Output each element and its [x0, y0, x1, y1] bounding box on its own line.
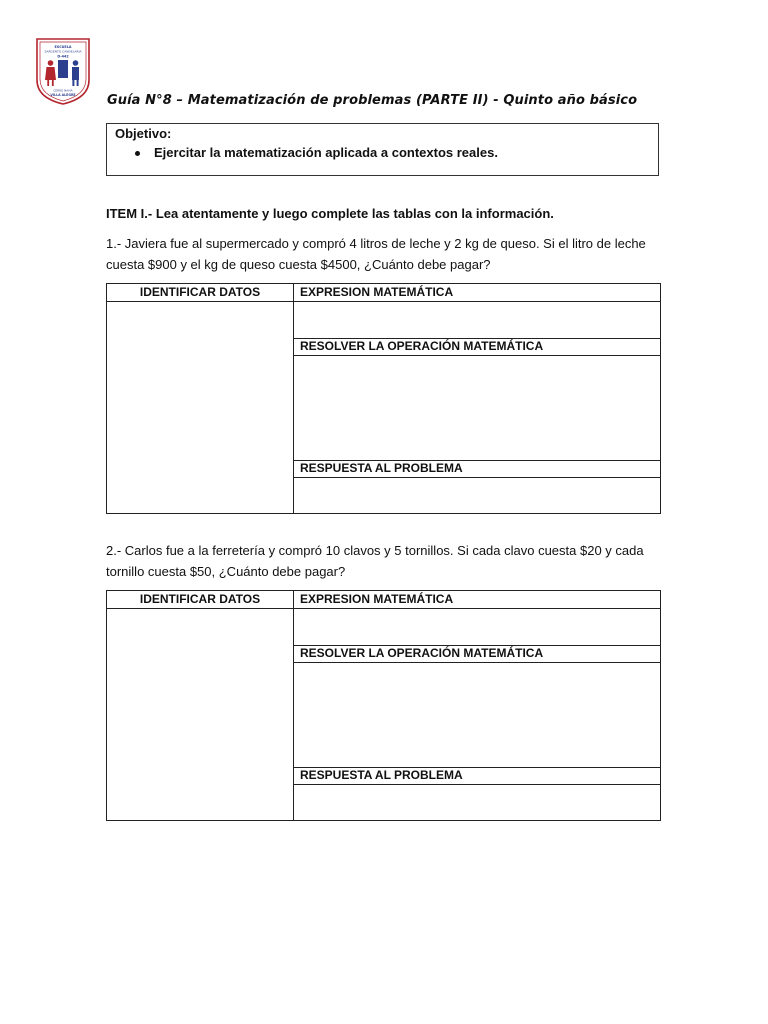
identify-data-cell[interactable] — [107, 609, 293, 820]
problem-2-line-2: tornillo cuesta $50, ¿Cuánto debe pagar? — [106, 564, 346, 579]
crest-text-1: ESCUELA — [54, 45, 72, 49]
identify-data-column — [107, 284, 294, 513]
crest-text-2: SARGENTO CANDELARIA — [44, 49, 82, 54]
answer-header: RESPUESTA AL PROBLEMA — [294, 767, 660, 785]
problem-1-line-2: cuesta $900 y el kg de queso cuesta $4500, ¿Cuánto debe pagar? — [106, 257, 491, 272]
answer-cell[interactable] — [294, 785, 660, 820]
identify-data-cell[interactable] — [107, 302, 293, 513]
solve-header: RESOLVER LA OPERACIÓN MATEMÁTICA — [294, 338, 660, 356]
identify-data-header: IDENTIFICAR DATOS — [107, 284, 293, 302]
problem-2-statement — [106, 540, 666, 582]
identify-data-header: IDENTIFICAR DATOS — [107, 591, 293, 609]
work-column — [294, 284, 660, 513]
solve-header: RESOLVER LA OPERACIÓN MATEMÁTICA — [294, 645, 660, 663]
document-title: Guía N°8 – Matematización de problemas (PARTE II) - Quinto año básico — [107, 93, 638, 108]
objective-box — [106, 123, 659, 176]
bullet-icon — [135, 151, 140, 156]
problem-2-work-table — [106, 590, 661, 821]
answer-header: RESPUESTA AL PROBLEMA — [294, 460, 660, 478]
crest-text-3: D-442 — [57, 54, 69, 59]
expression-cell[interactable] — [294, 609, 660, 645]
solve-cell[interactable] — [294, 356, 660, 460]
answer-cell[interactable] — [294, 478, 660, 513]
objective-item — [135, 145, 650, 160]
crest-text-4: CERRO NAVIA — [53, 88, 73, 93]
expression-header: EXPRESION MATEMÁTICA — [294, 591, 660, 609]
school-crest-svg — [34, 36, 92, 106]
problem-1-statement — [106, 233, 666, 275]
work-column — [294, 591, 660, 820]
objective-label: Objetivo: — [115, 126, 172, 141]
school-crest-icon — [34, 36, 92, 106]
identify-data-column — [107, 591, 294, 820]
problem-1-line-1: 1.- Javiera fue al supermercado y compró 4 litros de leche y 2 kg de queso. Si el litro de leche — [106, 236, 646, 251]
solve-cell[interactable] — [294, 663, 660, 767]
expression-header: EXPRESION MATEMÁTICA — [294, 284, 660, 302]
item-heading: ITEM I.- Lea atentamente y luego complete las tablas con la información. — [106, 206, 554, 221]
crest-text-5: VILLA ALEGRE — [50, 93, 76, 97]
expression-cell[interactable] — [294, 302, 660, 338]
problem-2-line-1: 2.- Carlos fue a la ferretería y compró 10 clavos y 5 tornillos. Si cada clavo cuesta $20 y cada — [106, 543, 644, 558]
objective-item-text: Ejercitar la matematización aplicada a contextos reales. — [154, 145, 498, 160]
problem-1-work-table — [106, 283, 661, 514]
